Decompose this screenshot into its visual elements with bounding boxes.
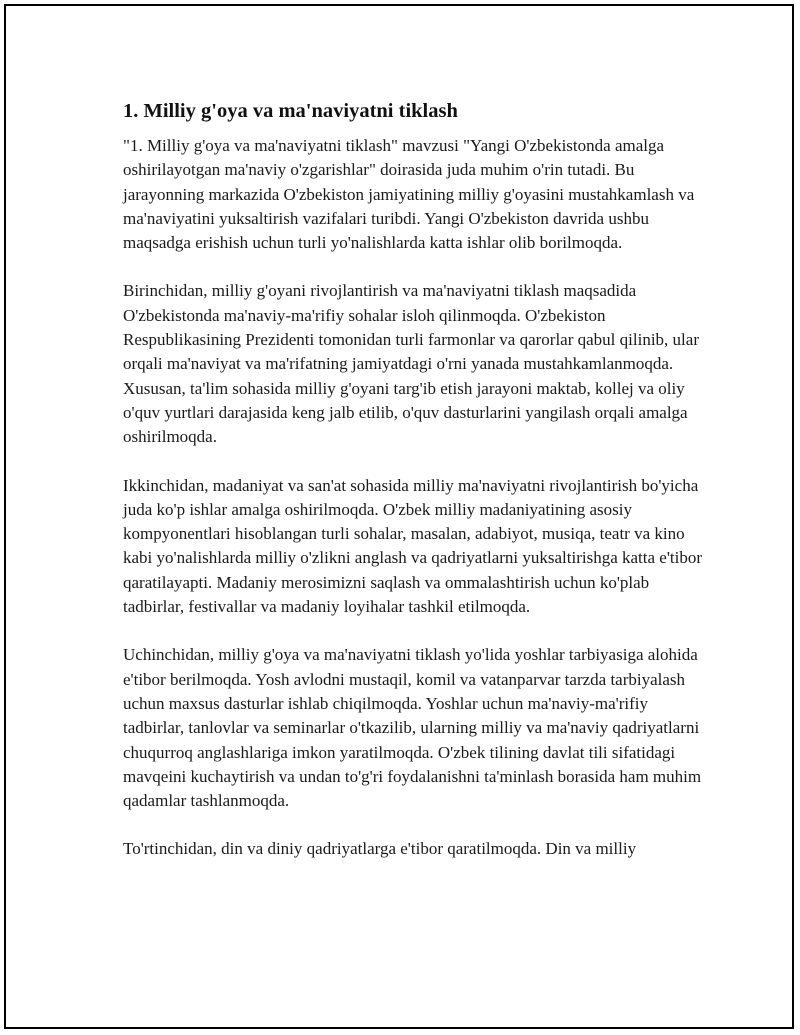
paragraph-third-point: Uchinchidan, milliy g'oya va ma'naviyatni tiklash yo'lida yoshlar tarbiyasiga alohida e'tibor berilmoqda. Yosh avlodni mustaqil, komil va vatanparvar tarzda tarbiyalash uchun maxsus dasturlar ishlab chiqilmoqda. Yoshlar uchun ma'naviy-ma'rifiy tadbirlar, tanlovlar va seminarlar o'tkazilib, ularning milliy va ma'naviy qadriyatlarni chuqurroq anglashlariga imkon yaratilmoqda. O'zbek tilining davlat tili sifatidagi mavqeini kuchaytirish va undan to'g'ri foydalanishni ta'minlash borasida ham muhim qadamlar tashlanmoqda.	[123, 645, 702, 811]
paragraph-intro: "1. Milliy g'oya va ma'naviyatni tiklash" mavzusi "Yangi O'zbekistonda amalga oshirilayotgan ma'naviy o'zgarishlar" doirasida juda muhim o'rin tutadi. Bu jarayonning markazida O'zbekiston jamiyatining milliy g'oyasini mustahkamlash va ma'naviyatini yuksaltirish vazifalari turibdi. Yangi O'zbekiston davrida ushbu maqsadga erishish uchun turli yo'nalishlarda katta ishlar olib borilmoqda.	[123, 136, 695, 253]
section-heading: 1. Milliy g'oya va ma'naviyatni tiklash	[123, 100, 458, 122]
document-body	[123, 98, 703, 886]
paragraph-first-point: Birinchidan, milliy g'oyani rivojlantirish va ma'naviyatni tiklash maqsadida O'zbekistonda ma'naviy-ma'rifiy sohalar isloh qilinmoqda. O'zbekiston Respublikasining Prezidenti tomonidan turli farmonlar va qarorlar qabul qilinib, ular orqali ma'naviyat va ma'rifatning jamiyatdagi o'rni yanada mustahkamlanmoqda. Xususan, ta'lim sohasida milliy g'oyani targ'ib etish jarayoni maktab, kollej va oliy o'quv yurtlari darajasida keng jalb etilib, o'quv dasturlarini yangilash orqali amalga oshirilmoqda.	[123, 281, 699, 447]
page-frame	[4, 4, 794, 1029]
paragraph-second-point: Ikkinchidan, madaniyat va san'at sohasida milliy ma'naviyatni rivojlantirish bo'yicha juda ko'p ishlar amalga oshirilmoqda. O'zbek milliy madaniyatining asosiy kompyonentlari hisoblangan turli sohalar, masalan, adabiyot, musiqa, teatr va kino kabi yo'nalishlarda milliy o'zlikni anglash va qadriyatlarni yuksaltirishga katta e'tibor qaratilayapti. Madaniy merosimizni saqlash va ommalashtirish uchun ko'plab tadbirlar, festivallar va madaniy loyihalar tashkil etilmoqda.	[123, 475, 703, 617]
paragraph-fourth-point: To'rtinchidan, din va diniy qadriyatlarga e'tibor qaratilmoqda. Din va milliy	[123, 839, 637, 859]
